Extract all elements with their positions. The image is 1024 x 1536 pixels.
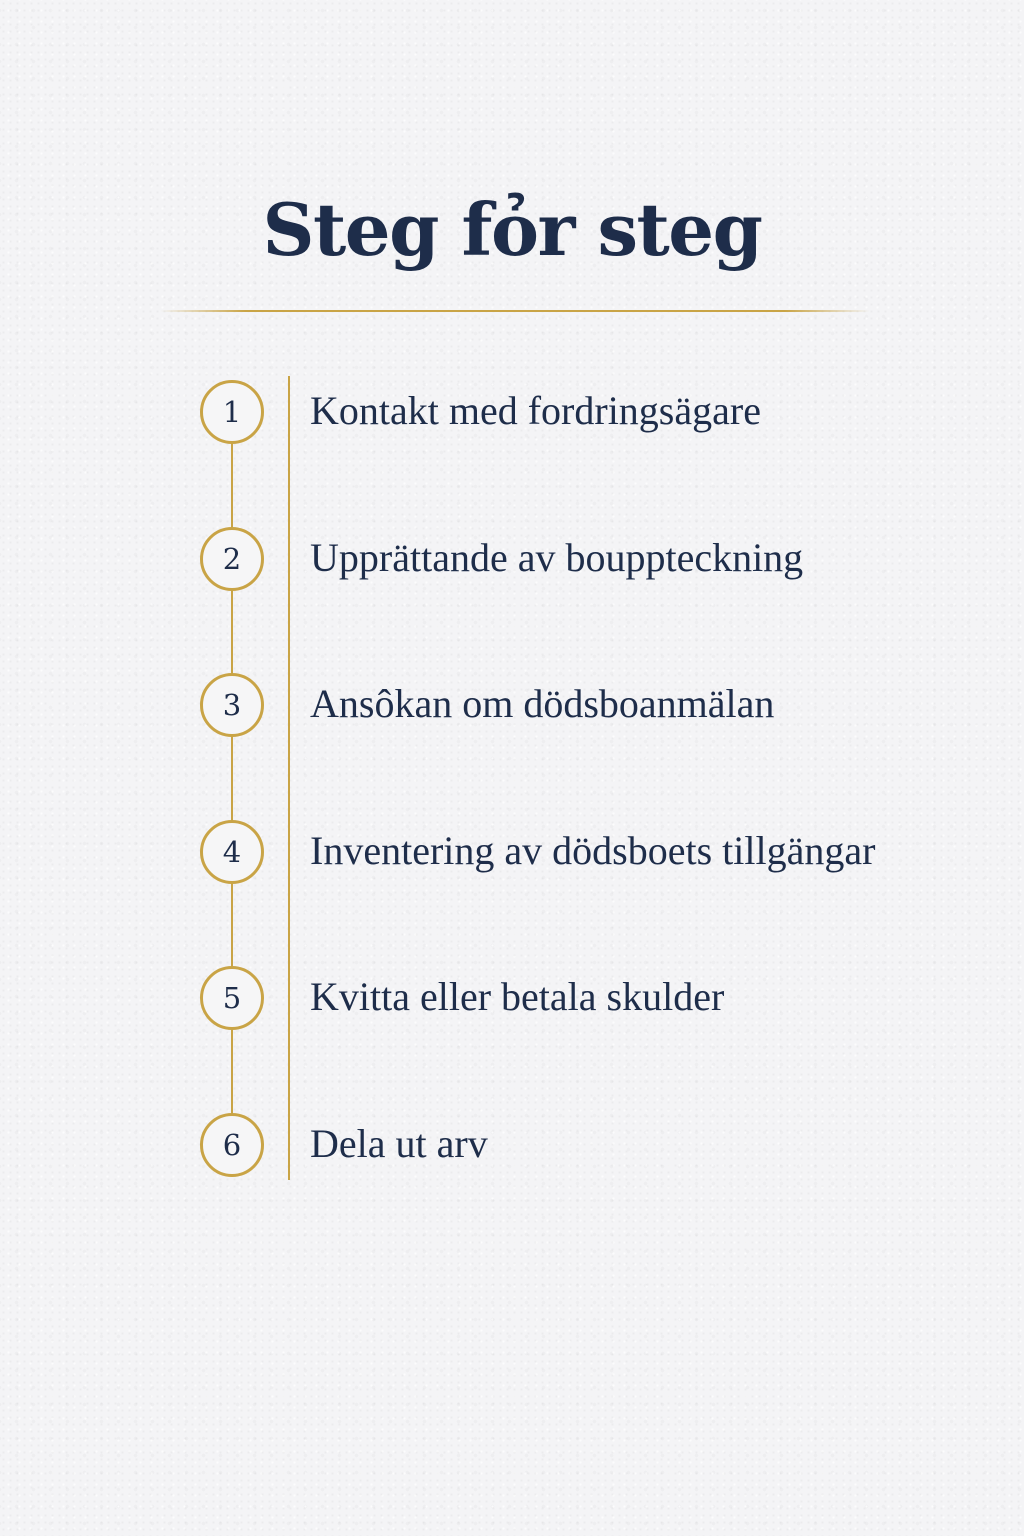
step-number-badge: 2 — [200, 527, 264, 591]
step-label: Kontakt med fordringsägare — [310, 388, 761, 433]
step-number-badge: 4 — [200, 820, 264, 884]
step-item-4 — [0, 819, 1024, 883]
step-item-2 — [0, 526, 1024, 590]
step-number-badge: 1 — [200, 380, 264, 444]
page-title: Steg fỏr steg — [262, 187, 762, 272]
step-number-badge: 6 — [200, 1113, 264, 1177]
step-item-3 — [0, 672, 1024, 736]
step-label: Upprättande av bouppteckning — [310, 535, 804, 580]
step-label: Inventering av dödsboets tillgängar — [310, 828, 876, 873]
step-label: Ansôkan om dödsboanmälan — [310, 681, 775, 726]
step-number-badge: 3 — [200, 673, 264, 737]
step-label: Dela ut arv — [310, 1121, 488, 1166]
step-item-6 — [0, 1112, 1024, 1176]
step-item-5 — [0, 965, 1024, 1029]
step-number-badge: 5 — [200, 966, 264, 1030]
step-item-1 — [0, 379, 1024, 443]
step-label: Kvitta eller betala skulder — [310, 974, 725, 1019]
